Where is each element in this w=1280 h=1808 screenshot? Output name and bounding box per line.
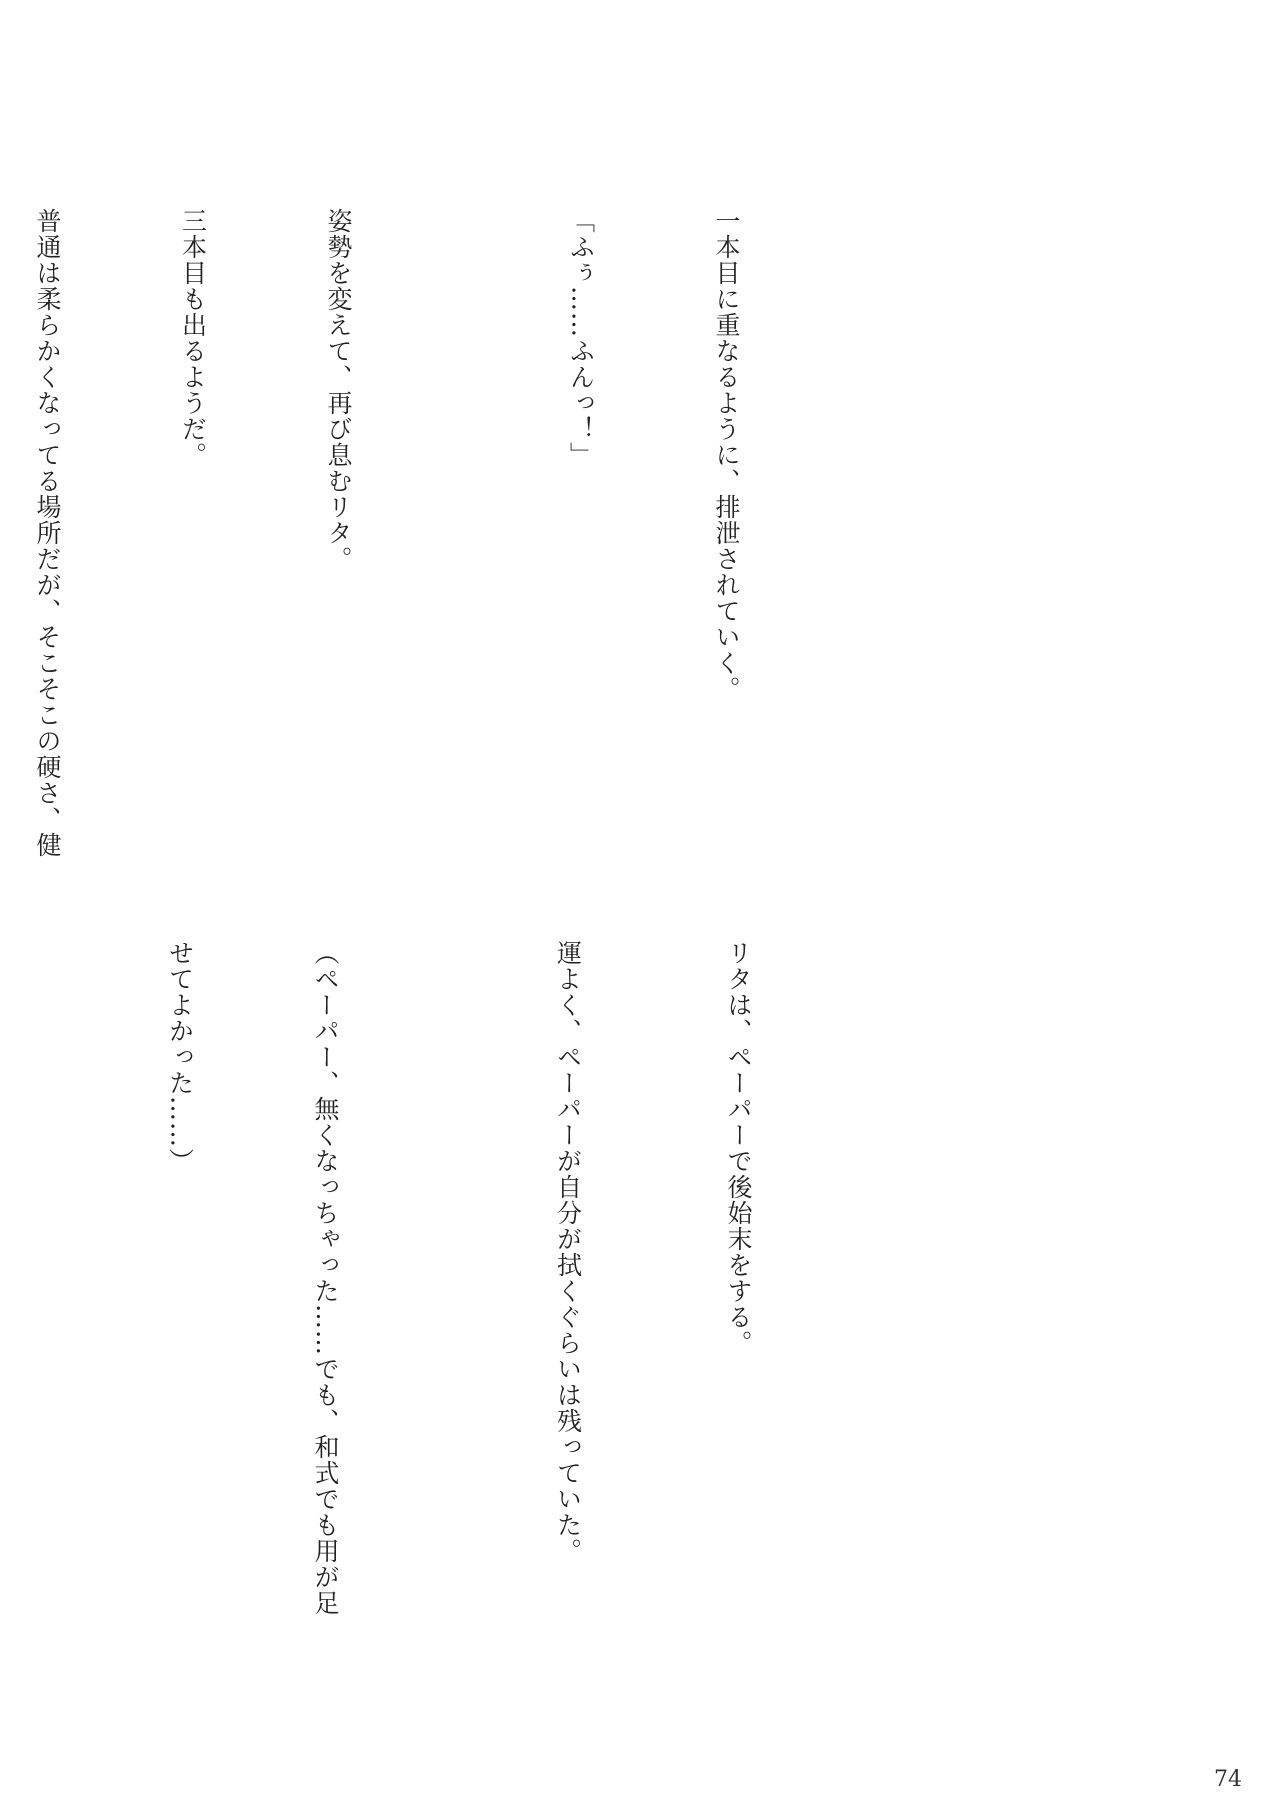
thought-line: （ペーパー、無くなっちゃった……でも、和式でも用が足 — [311, 940, 340, 1616]
dialogue-line: 「ふぅ……ふんっ！」 — [566, 208, 596, 468]
page-number: 74 — [1214, 1767, 1242, 1792]
text-line: 普通は柔らかくなってる場所だが、そこそこの硬さ、健 — [33, 208, 62, 858]
text-line: 運よく、ペーパーが自分が拭くぐらいは残っていた。 — [553, 940, 583, 1564]
thought-line: せてよかった……） — [165, 940, 195, 1174]
text-line: 一本目に重なるように、排泄されていく。 — [712, 208, 741, 702]
lower-text-block — [0, 940, 884, 1680]
upper-text-block — [0, 208, 872, 888]
text-line: 姿勢を変えて、再び息むリタ。 — [324, 208, 353, 572]
text-line: 三本目も出るようだ。 — [178, 208, 208, 468]
text-line: リタは、ペーパーで後始末をする。 — [724, 940, 753, 1356]
